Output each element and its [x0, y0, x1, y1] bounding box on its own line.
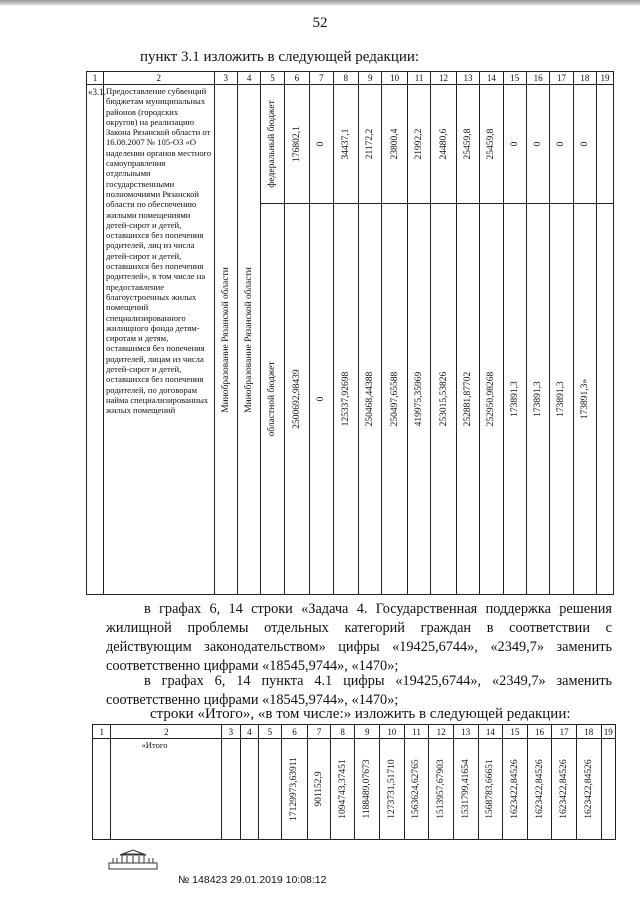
total-value: 1188489,07673	[362, 759, 373, 819]
federal-value-cell	[407, 85, 430, 204]
total-value: 17129973,63911	[289, 757, 300, 821]
total-value: 1568783,66651	[485, 759, 496, 819]
regional-value: 252881,87702	[462, 371, 473, 427]
federal-value-cell	[526, 85, 549, 204]
total-value: 1513957,67903	[436, 759, 447, 819]
regional-value: 253015,53826	[438, 371, 449, 427]
regional-value-cell	[359, 204, 382, 595]
regional-value-cell	[431, 204, 457, 595]
header-cell: 10	[382, 72, 408, 85]
funding-source-federal: федеральный бюджет	[261, 85, 284, 204]
total-value: 1094743,37451	[337, 759, 348, 819]
federal-value-cell	[310, 85, 333, 204]
total-value: 1623422,84526	[534, 759, 545, 819]
doc-number: № 148423	[178, 874, 228, 886]
federal-value: 0	[509, 141, 520, 147]
header-cell: 1	[93, 725, 111, 739]
header-cell: 17	[552, 725, 577, 739]
regional-value-cell	[503, 204, 526, 595]
federal-value: 0	[316, 141, 327, 147]
total-value: 1623422,84526	[583, 759, 594, 819]
item-description: Предоставление субвенций бюджетам муниципальных районов (городских округов) на реализацию Закона Рязанской области от 16.08.2007 № 105-ОЗ «О наделении органов местного самоуправления отдельными государственными полномочиями Рязанской области по обеспечению жилыми помещениями детей-сирот и детей, оставшихся без попечения родителей, лиц из числа детей-сирот и детей, оставшихся без попечения родителей», в том числе на предоставление благоустроенных жилых помещений специализированного жилищного фонда детям-сиротам и детям, оставшимся без попечения родителей, лицам из числа детей-сирот и детей, оставшихся без попечения родителей, по договорам найма специализированных жилых помещений	[104, 85, 215, 595]
regional-value: 173891,3	[533, 381, 544, 417]
header-cell: 8	[333, 72, 359, 85]
federal-value: 25459,8	[486, 128, 497, 160]
header-cell: 5	[259, 725, 282, 739]
header-cell: 9	[359, 72, 382, 85]
federal-value-cell	[503, 85, 526, 204]
federal-value-cell	[431, 85, 457, 204]
regional-value-cell	[597, 204, 614, 595]
header-cell: 2	[104, 72, 215, 85]
federal-value-cell	[359, 85, 382, 204]
regional-value-cell	[456, 204, 479, 595]
total-value: 1563624,62765	[411, 759, 422, 819]
regional-value: 125337,92698	[340, 371, 351, 427]
header-cell: 3	[222, 725, 240, 739]
table-header-row	[93, 725, 616, 739]
item-number: «3.1.	[87, 85, 104, 595]
total-value: 1623422,84526	[509, 759, 520, 819]
regional-value: 0	[316, 396, 327, 402]
regional-value: 2500692,98439	[291, 369, 302, 429]
heading-item-3-1: пункт 3.1 изложить в следующей редакции:	[140, 49, 420, 65]
total-value-cell	[552, 739, 577, 840]
federal-value: 0	[556, 141, 567, 147]
header-cell: 11	[407, 72, 430, 85]
header-cell: 11	[404, 725, 429, 739]
header-cell: 12	[431, 72, 457, 85]
federal-value-cell	[550, 85, 573, 204]
header-cell: 15	[503, 725, 528, 739]
total-value-cell	[281, 739, 308, 840]
header-cell: 12	[429, 725, 454, 739]
federal-value-cell	[456, 85, 479, 204]
program-table	[86, 71, 614, 595]
total-value-cell	[355, 739, 380, 840]
cell-empty	[240, 739, 258, 840]
paragraph-task-4: в графах 6, 14 строки «Задача 4. Государственная поддержка решения жилищной проблемы отдельных категорий граждан в соответствии с действующим законодательством» цифры «19425,6744», «2349,7» заменить соответственно цифрами «18545,9744», «1470»;	[106, 601, 612, 674]
federal-value-cell	[284, 85, 310, 204]
federal-value: 25459,8	[462, 128, 473, 160]
header-cell: 14	[478, 725, 503, 739]
header-cell: 1	[87, 72, 104, 85]
header-cell: 13	[456, 72, 479, 85]
total-value-cell	[330, 739, 355, 840]
federal-value: 21172,2	[365, 128, 376, 160]
header-cell: 17	[550, 72, 573, 85]
cell-empty	[93, 739, 111, 840]
regional-value: 173891,3»	[579, 378, 590, 420]
federal-value: 24480,6	[438, 128, 449, 160]
total-value-cell	[478, 739, 503, 840]
total-value-cell	[404, 739, 429, 840]
header-cell: 7	[308, 725, 331, 739]
regional-value-cell	[550, 204, 573, 595]
federal-value: 176802,1	[291, 126, 302, 162]
paragraph-item-4-1: в графах 6, 14 пункта 4.1 цифры «19425,6744», «2349,7» заменить соответственно цифрами «18545,9744», «1470»;	[106, 673, 612, 708]
regional-value-cell	[573, 204, 596, 595]
cell-empty	[222, 739, 240, 840]
federal-value-cell	[573, 85, 596, 204]
federal-value-cell	[480, 85, 503, 204]
federal-value: 0	[533, 141, 544, 147]
federal-value: 23800,4	[389, 128, 400, 160]
header-cell: 9	[355, 725, 380, 739]
table-row-federal	[87, 85, 614, 204]
header-cell: 16	[526, 72, 549, 85]
header-cell: 14	[480, 72, 503, 85]
federal-value: 34437,1	[340, 128, 351, 160]
federal-value-cell	[382, 85, 408, 204]
total-value-cell	[429, 739, 454, 840]
regional-value-cell	[284, 204, 310, 595]
regional-value: 250497,65588	[389, 371, 400, 427]
regional-value: 173891,3	[509, 381, 520, 417]
total-value-cell	[308, 739, 331, 840]
federal-value: 0	[579, 141, 590, 147]
header-cell: 6	[284, 72, 310, 85]
total-value: 1531799,41654	[460, 759, 471, 819]
header-cell: 13	[453, 725, 478, 739]
federal-value: 21992,2	[414, 128, 425, 160]
total-value: 1273731,51710	[386, 759, 397, 819]
header-cell: 16	[527, 725, 552, 739]
executor-cell: Минобразование Рязанской области	[214, 85, 237, 595]
total-value-cell	[601, 739, 615, 840]
header-cell: 19	[597, 72, 614, 85]
total-value-cell	[380, 739, 405, 840]
regional-value: 250468,44388	[365, 371, 376, 427]
header-cell: 8	[330, 725, 355, 739]
regional-value: 252950,98268	[486, 371, 497, 427]
regional-value-cell	[480, 204, 503, 595]
regional-value-cell	[407, 204, 430, 595]
header-cell: 7	[310, 72, 333, 85]
total-value-cell	[503, 739, 528, 840]
scan-edge	[0, 0, 640, 6]
doc-timestamp: 29.01.2019 10:08:12	[230, 874, 327, 886]
document-footer	[178, 874, 326, 886]
page-number: 52	[312, 15, 328, 31]
heading-total: строки «Итого», «в том числе:» изложить в следующей редакции:	[150, 706, 571, 722]
funding-source-regional: областной бюджет	[261, 204, 284, 595]
table-row-total	[93, 739, 616, 840]
regional-value-cell	[333, 204, 359, 595]
header-cell: 19	[601, 725, 615, 739]
cell-empty	[259, 739, 282, 840]
total-label: «Итого	[111, 739, 222, 840]
regional-value-cell	[382, 204, 408, 595]
regional-value: 173891,3	[556, 381, 567, 417]
header-cell: 18	[573, 72, 596, 85]
total-value: 1623422,84526	[559, 759, 570, 819]
header-cell: 5	[261, 72, 284, 85]
table-header-row	[87, 72, 614, 85]
coexecutor-cell: Минобразование Рязанской области	[237, 85, 260, 595]
federal-value-cell	[333, 85, 359, 204]
header-cell: 15	[503, 72, 526, 85]
header-cell: 3	[214, 72, 237, 85]
total-value: 901152,9	[314, 771, 325, 807]
regional-value-cell	[526, 204, 549, 595]
building-seal-icon	[108, 850, 158, 870]
total-value-cell	[527, 739, 552, 840]
regional-value-cell	[310, 204, 333, 595]
total-value-cell	[576, 739, 601, 840]
federal-value-cell	[597, 85, 614, 204]
header-cell: 18	[576, 725, 601, 739]
header-cell: 4	[237, 72, 260, 85]
header-cell: 2	[111, 725, 222, 739]
header-cell: 6	[281, 725, 308, 739]
header-cell: 4	[240, 725, 258, 739]
regional-value: 419975,35969	[414, 371, 425, 427]
total-table	[92, 724, 616, 840]
header-cell: 10	[380, 725, 405, 739]
total-value-cell	[453, 739, 478, 840]
